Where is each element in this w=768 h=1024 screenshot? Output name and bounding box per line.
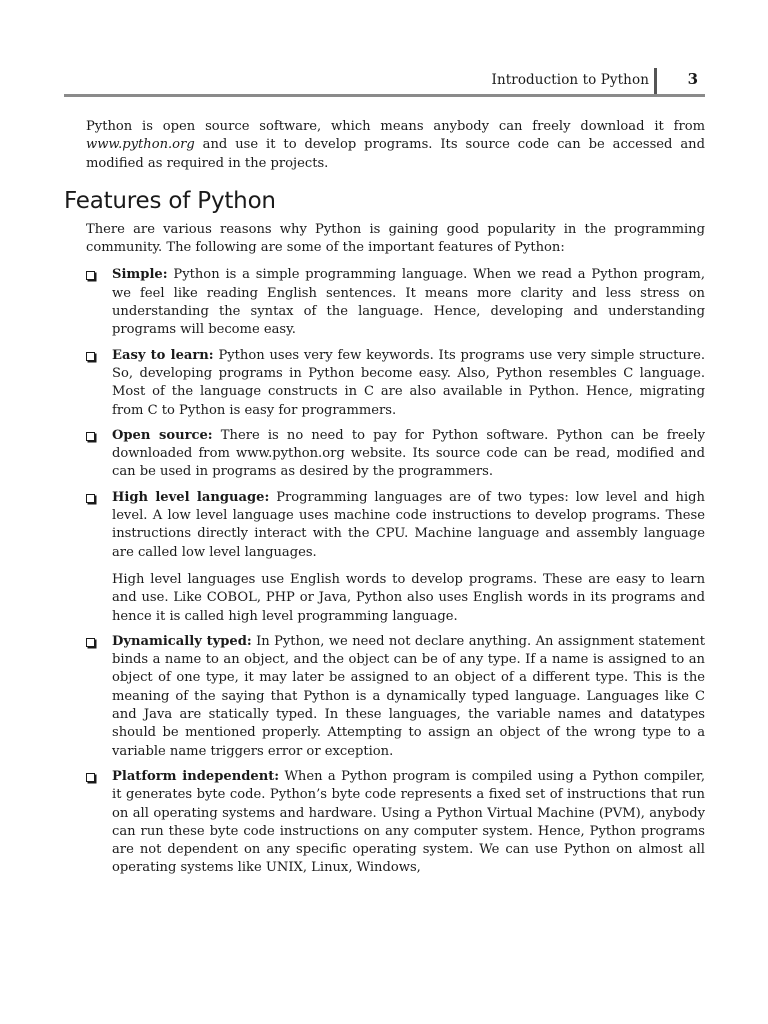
feature-description: Python is a simple programming language. When we read a Python program, we feel like reading English sentences. It means more clarity and less stress on understanding the syntax of the language. Hence, developing and understanding programs will become easy. xyxy=(112,267,705,338)
list-item xyxy=(86,489,705,626)
feature-description: In Python, we need not declare anything. An assignment statement binds a name to an object, and the object can be of any type. If a name is assigned to an object of one type, it may later be assigned to an object of a different type. This is the meaning of the saying that Python is a dynamically typed language. Languages like C and Java are statically typed. In these languages, the variable names and datatypes should be mentioned properly. Attempting to assign an object of the wrong type to a variable name triggers error or exception. xyxy=(112,633,705,759)
checkbox-bullet-icon xyxy=(86,638,95,647)
running-header xyxy=(64,64,705,97)
feature-paragraph xyxy=(112,768,705,878)
feature-description: When a Python program is compiled using a Python compiler, it generates byte code. Python’s byte code represents a fixed set of instructions that run on all operating systems and hardware. Using a Python Virtual Machine (PVM), anybody can run these byte code instructions on any computer system. Hence, Python programs are not dependent on any specific operating system. We can use Python on almost all operating systems like UNIX, Linux, Windows, xyxy=(112,768,705,876)
features-list xyxy=(86,266,705,877)
page-body xyxy=(64,118,705,885)
intro-paragraph xyxy=(86,118,705,173)
feature-paragraph xyxy=(112,347,705,420)
feature-paragraph xyxy=(112,427,705,482)
list-item xyxy=(86,427,705,482)
feature-term: High level language: xyxy=(112,489,270,505)
feature-paragraph xyxy=(112,633,705,761)
list-item xyxy=(86,768,705,878)
intro-text-continued: and use it to develop programs. Its source code can be accessed and modified as required in the projects. xyxy=(86,137,705,171)
intro-text: Python is open source software, which means anybody can freely download it from xyxy=(86,119,705,134)
feature-term: Simple: xyxy=(112,267,168,283)
section-lead-paragraph: There are various reasons why Python is gaining good popularity in the programming community. The following are some of the important features of Python: xyxy=(86,221,705,256)
feature-description: There is no need to pay for Python software. Python can be freely downloaded from www.python.org website. Its source code can be read, modified and can be used in programs as desired by the programmers. xyxy=(112,427,705,480)
feature-paragraph xyxy=(112,266,705,339)
python-website-reference: www.python.org xyxy=(86,137,195,153)
checkbox-bullet-icon xyxy=(86,494,95,503)
feature-term: Platform independent: xyxy=(112,768,280,784)
page-number: 3 xyxy=(687,70,698,88)
checkbox-bullet-icon xyxy=(86,432,95,441)
feature-term: Open source: xyxy=(112,427,213,443)
list-item xyxy=(86,266,705,339)
checkbox-bullet-icon xyxy=(86,352,95,361)
feature-term: Easy to learn: xyxy=(112,347,214,363)
list-item xyxy=(86,633,705,761)
chapter-title: Introduction to Python xyxy=(491,72,649,88)
feature-continuation-paragraph: High level languages use English words to develop programs. These are easy to learn and use. Like COBOL, PHP or Java, Python also uses English words in its programs and hence it is called high level programming language. xyxy=(112,571,705,624)
checkbox-bullet-icon xyxy=(86,271,95,280)
checkbox-bullet-icon xyxy=(86,773,95,782)
feature-term: Dynamically typed: xyxy=(112,633,252,649)
feature-paragraph xyxy=(112,489,705,562)
list-item xyxy=(86,347,705,420)
section-heading: Features of Python xyxy=(64,187,276,214)
feature-description: Python uses very few keywords. Its programs use very simple structure. So, developing programs in Python become easy. Also, Python resembles C language. Most of the language constructs in C are also available in Python. Hence, migrating from C to Python is easy for programmers. xyxy=(112,347,705,418)
feature-description: Programming languages are of two types: low level and high level. A low level language uses machine code instructions to develop programs. These instructions directly interact with the CPU. Machine language and assembly language are called low level languages. xyxy=(112,489,705,560)
header-divider xyxy=(654,68,657,94)
